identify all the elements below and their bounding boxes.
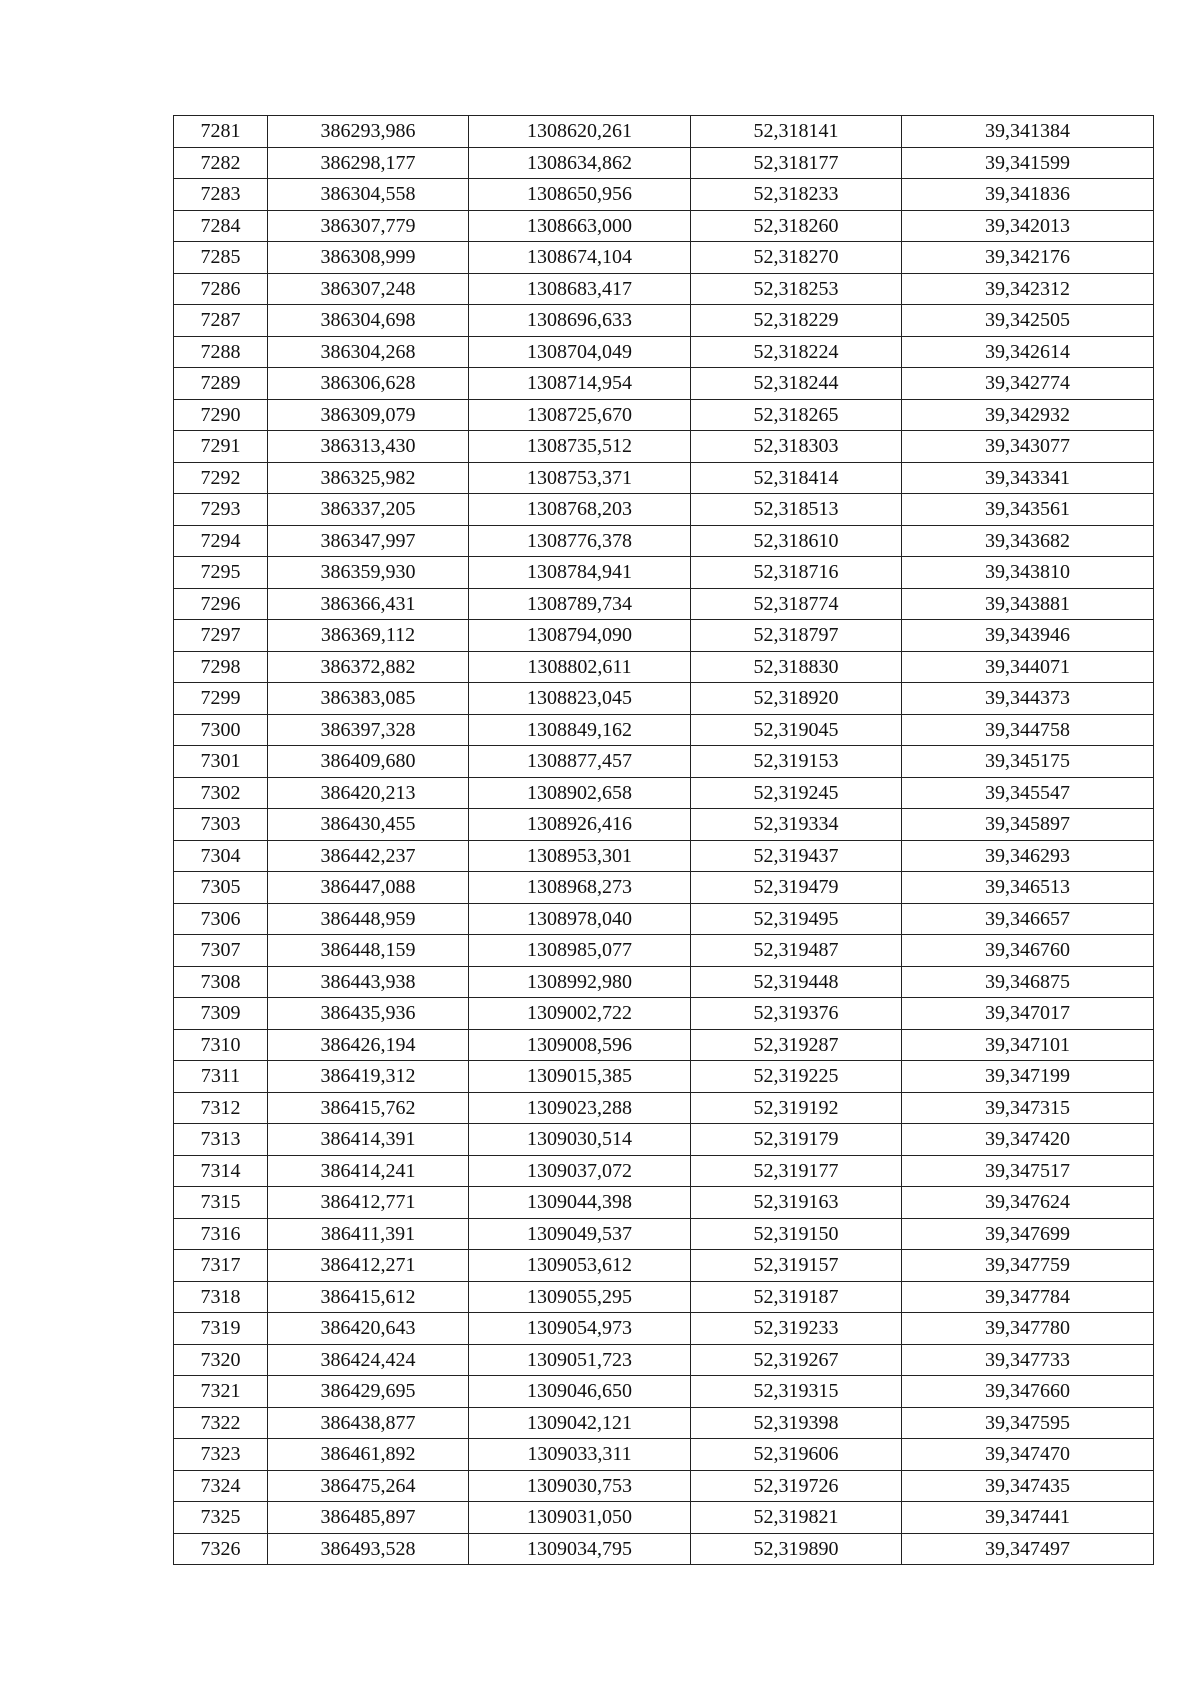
- latitude-cell: 52,319153: [691, 746, 902, 778]
- point-number-cell: 7322: [174, 1407, 268, 1439]
- point-number-cell: 7293: [174, 494, 268, 526]
- longitude-cell: 39,347441: [902, 1502, 1154, 1534]
- longitude-cell: 39,341599: [902, 147, 1154, 179]
- point-number-cell: 7317: [174, 1250, 268, 1282]
- y-coordinate-cell: 1309031,050: [469, 1502, 691, 1534]
- table-row: [174, 683, 1154, 715]
- x-coordinate-cell: 386372,882: [268, 651, 469, 683]
- longitude-cell: 39,343682: [902, 525, 1154, 557]
- latitude-cell: 52,319437: [691, 840, 902, 872]
- point-number-cell: 7318: [174, 1281, 268, 1313]
- point-number-cell: 7299: [174, 683, 268, 715]
- x-coordinate-cell: 386347,997: [268, 525, 469, 557]
- longitude-cell: 39,347784: [902, 1281, 1154, 1313]
- point-number-cell: 7283: [174, 179, 268, 211]
- longitude-cell: 39,347517: [902, 1155, 1154, 1187]
- table-row: [174, 1376, 1154, 1408]
- longitude-cell: 39,347660: [902, 1376, 1154, 1408]
- longitude-cell: 39,347497: [902, 1533, 1154, 1565]
- point-number-cell: 7306: [174, 903, 268, 935]
- y-coordinate-cell: 1308968,273: [469, 872, 691, 904]
- longitude-cell: 39,345175: [902, 746, 1154, 778]
- longitude-cell: 39,344373: [902, 683, 1154, 715]
- longitude-cell: 39,347420: [902, 1124, 1154, 1156]
- x-coordinate-cell: 386414,391: [268, 1124, 469, 1156]
- table-row: [174, 935, 1154, 967]
- x-coordinate-cell: 386426,194: [268, 1029, 469, 1061]
- table-row: [174, 147, 1154, 179]
- y-coordinate-cell: 1308776,378: [469, 525, 691, 557]
- longitude-cell: 39,347699: [902, 1218, 1154, 1250]
- table-row: [174, 809, 1154, 841]
- x-coordinate-cell: 386435,936: [268, 998, 469, 1030]
- latitude-cell: 52,318244: [691, 368, 902, 400]
- latitude-cell: 52,319233: [691, 1313, 902, 1345]
- point-number-cell: 7313: [174, 1124, 268, 1156]
- x-coordinate-cell: 386308,999: [268, 242, 469, 274]
- longitude-cell: 39,344071: [902, 651, 1154, 683]
- point-number-cell: 7308: [174, 966, 268, 998]
- y-coordinate-cell: 1308663,000: [469, 210, 691, 242]
- point-number-cell: 7314: [174, 1155, 268, 1187]
- longitude-cell: 39,346513: [902, 872, 1154, 904]
- latitude-cell: 52,319821: [691, 1502, 902, 1534]
- latitude-cell: 52,318716: [691, 557, 902, 589]
- point-number-cell: 7290: [174, 399, 268, 431]
- x-coordinate-cell: 386304,698: [268, 305, 469, 337]
- point-number-cell: 7326: [174, 1533, 268, 1565]
- point-number-cell: 7295: [174, 557, 268, 589]
- x-coordinate-cell: 386448,159: [268, 935, 469, 967]
- x-coordinate-cell: 386447,088: [268, 872, 469, 904]
- point-number-cell: 7285: [174, 242, 268, 274]
- x-coordinate-cell: 386415,762: [268, 1092, 469, 1124]
- point-number-cell: 7305: [174, 872, 268, 904]
- latitude-cell: 52,319376: [691, 998, 902, 1030]
- table-row: [174, 1187, 1154, 1219]
- latitude-cell: 52,319245: [691, 777, 902, 809]
- longitude-cell: 39,345897: [902, 809, 1154, 841]
- y-coordinate-cell: 1308802,611: [469, 651, 691, 683]
- y-coordinate-cell: 1308650,956: [469, 179, 691, 211]
- y-coordinate-cell: 1308992,980: [469, 966, 691, 998]
- y-coordinate-cell: 1308985,077: [469, 935, 691, 967]
- longitude-cell: 39,342932: [902, 399, 1154, 431]
- table-row: [174, 305, 1154, 337]
- table-row: [174, 998, 1154, 1030]
- x-coordinate-cell: 386411,391: [268, 1218, 469, 1250]
- longitude-cell: 39,344758: [902, 714, 1154, 746]
- latitude-cell: 52,318229: [691, 305, 902, 337]
- table-row: [174, 368, 1154, 400]
- table-row: [174, 1313, 1154, 1345]
- x-coordinate-cell: 386383,085: [268, 683, 469, 715]
- latitude-cell: 52,319177: [691, 1155, 902, 1187]
- table-row: [174, 1061, 1154, 1093]
- table-row: [174, 1124, 1154, 1156]
- latitude-cell: 52,319267: [691, 1344, 902, 1376]
- longitude-cell: 39,346875: [902, 966, 1154, 998]
- table-row: [174, 210, 1154, 242]
- x-coordinate-cell: 386369,112: [268, 620, 469, 652]
- longitude-cell: 39,347435: [902, 1470, 1154, 1502]
- longitude-cell: 39,347780: [902, 1313, 1154, 1345]
- x-coordinate-cell: 386420,213: [268, 777, 469, 809]
- latitude-cell: 52,319150: [691, 1218, 902, 1250]
- table-row: [174, 651, 1154, 683]
- point-number-cell: 7300: [174, 714, 268, 746]
- table-row: [174, 714, 1154, 746]
- longitude-cell: 39,343810: [902, 557, 1154, 589]
- table-row: [174, 273, 1154, 305]
- latitude-cell: 52,318253: [691, 273, 902, 305]
- table-row: [174, 399, 1154, 431]
- longitude-cell: 39,346657: [902, 903, 1154, 935]
- y-coordinate-cell: 1308696,633: [469, 305, 691, 337]
- y-coordinate-cell: 1308849,162: [469, 714, 691, 746]
- y-coordinate-cell: 1309002,722: [469, 998, 691, 1030]
- x-coordinate-cell: 386313,430: [268, 431, 469, 463]
- point-number-cell: 7312: [174, 1092, 268, 1124]
- latitude-cell: 52,319045: [691, 714, 902, 746]
- y-coordinate-cell: 1309030,753: [469, 1470, 691, 1502]
- y-coordinate-cell: 1308714,954: [469, 368, 691, 400]
- x-coordinate-cell: 386304,558: [268, 179, 469, 211]
- latitude-cell: 52,319187: [691, 1281, 902, 1313]
- x-coordinate-cell: 386424,424: [268, 1344, 469, 1376]
- table-row: [174, 462, 1154, 494]
- table-row: [174, 557, 1154, 589]
- longitude-cell: 39,347470: [902, 1439, 1154, 1471]
- table-row: [174, 336, 1154, 368]
- latitude-cell: 52,319890: [691, 1533, 902, 1565]
- y-coordinate-cell: 1309053,612: [469, 1250, 691, 1282]
- x-coordinate-cell: 386409,680: [268, 746, 469, 778]
- y-coordinate-cell: 1309046,650: [469, 1376, 691, 1408]
- y-coordinate-cell: 1308725,670: [469, 399, 691, 431]
- point-number-cell: 7304: [174, 840, 268, 872]
- x-coordinate-cell: 386420,643: [268, 1313, 469, 1345]
- longitude-cell: 39,341384: [902, 116, 1154, 148]
- x-coordinate-cell: 386415,612: [268, 1281, 469, 1313]
- longitude-cell: 39,343881: [902, 588, 1154, 620]
- table-row: [174, 1470, 1154, 1502]
- point-number-cell: 7288: [174, 336, 268, 368]
- longitude-cell: 39,347624: [902, 1187, 1154, 1219]
- table-row: [174, 494, 1154, 526]
- longitude-cell: 39,342505: [902, 305, 1154, 337]
- y-coordinate-cell: 1308683,417: [469, 273, 691, 305]
- y-coordinate-cell: 1308674,104: [469, 242, 691, 274]
- table-row: [174, 431, 1154, 463]
- table-row: [174, 1407, 1154, 1439]
- x-coordinate-cell: 386307,248: [268, 273, 469, 305]
- x-coordinate-cell: 386475,264: [268, 1470, 469, 1502]
- longitude-cell: 39,346293: [902, 840, 1154, 872]
- x-coordinate-cell: 386325,982: [268, 462, 469, 494]
- longitude-cell: 39,347199: [902, 1061, 1154, 1093]
- longitude-cell: 39,343341: [902, 462, 1154, 494]
- point-number-cell: 7291: [174, 431, 268, 463]
- x-coordinate-cell: 386443,938: [268, 966, 469, 998]
- point-number-cell: 7282: [174, 147, 268, 179]
- point-number-cell: 7323: [174, 1439, 268, 1471]
- point-number-cell: 7321: [174, 1376, 268, 1408]
- y-coordinate-cell: 1308704,049: [469, 336, 691, 368]
- x-coordinate-cell: 386438,877: [268, 1407, 469, 1439]
- y-coordinate-cell: 1308902,658: [469, 777, 691, 809]
- latitude-cell: 52,318177: [691, 147, 902, 179]
- table-row: [174, 966, 1154, 998]
- longitude-cell: 39,347315: [902, 1092, 1154, 1124]
- point-number-cell: 7281: [174, 116, 268, 148]
- table-row: [174, 525, 1154, 557]
- longitude-cell: 39,342176: [902, 242, 1154, 274]
- y-coordinate-cell: 1309037,072: [469, 1155, 691, 1187]
- latitude-cell: 52,318141: [691, 116, 902, 148]
- x-coordinate-cell: 386442,237: [268, 840, 469, 872]
- point-number-cell: 7311: [174, 1061, 268, 1093]
- latitude-cell: 52,318610: [691, 525, 902, 557]
- latitude-cell: 52,319225: [691, 1061, 902, 1093]
- longitude-cell: 39,345547: [902, 777, 1154, 809]
- x-coordinate-cell: 386304,268: [268, 336, 469, 368]
- latitude-cell: 52,319163: [691, 1187, 902, 1219]
- latitude-cell: 52,318303: [691, 431, 902, 463]
- y-coordinate-cell: 1308877,457: [469, 746, 691, 778]
- x-coordinate-cell: 386306,628: [268, 368, 469, 400]
- y-coordinate-cell: 1308926,416: [469, 809, 691, 841]
- latitude-cell: 52,319479: [691, 872, 902, 904]
- y-coordinate-cell: 1309044,398: [469, 1187, 691, 1219]
- latitude-cell: 52,318265: [691, 399, 902, 431]
- y-coordinate-cell: 1309034,795: [469, 1533, 691, 1565]
- longitude-cell: 39,347101: [902, 1029, 1154, 1061]
- latitude-cell: 52,318260: [691, 210, 902, 242]
- table-row: [174, 1218, 1154, 1250]
- point-number-cell: 7302: [174, 777, 268, 809]
- table-row: [174, 588, 1154, 620]
- point-number-cell: 7307: [174, 935, 268, 967]
- longitude-cell: 39,347759: [902, 1250, 1154, 1282]
- point-number-cell: 7310: [174, 1029, 268, 1061]
- y-coordinate-cell: 1308735,512: [469, 431, 691, 463]
- latitude-cell: 52,319287: [691, 1029, 902, 1061]
- x-coordinate-cell: 386485,897: [268, 1502, 469, 1534]
- x-coordinate-cell: 386366,431: [268, 588, 469, 620]
- coordinates-table-body: [174, 116, 1154, 1565]
- x-coordinate-cell: 386337,205: [268, 494, 469, 526]
- y-coordinate-cell: 1309055,295: [469, 1281, 691, 1313]
- point-number-cell: 7297: [174, 620, 268, 652]
- point-number-cell: 7286: [174, 273, 268, 305]
- y-coordinate-cell: 1309042,121: [469, 1407, 691, 1439]
- table-row: [174, 179, 1154, 211]
- longitude-cell: 39,343561: [902, 494, 1154, 526]
- x-coordinate-cell: 386309,079: [268, 399, 469, 431]
- table-row: [174, 1155, 1154, 1187]
- table-row: [174, 903, 1154, 935]
- point-number-cell: 7309: [174, 998, 268, 1030]
- point-number-cell: 7296: [174, 588, 268, 620]
- x-coordinate-cell: 386307,779: [268, 210, 469, 242]
- longitude-cell: 39,347595: [902, 1407, 1154, 1439]
- latitude-cell: 52,319726: [691, 1470, 902, 1502]
- latitude-cell: 52,319398: [691, 1407, 902, 1439]
- table-row: [174, 1281, 1154, 1313]
- y-coordinate-cell: 1309030,514: [469, 1124, 691, 1156]
- y-coordinate-cell: 1308768,203: [469, 494, 691, 526]
- point-number-cell: 7303: [174, 809, 268, 841]
- point-number-cell: 7324: [174, 1470, 268, 1502]
- latitude-cell: 52,318774: [691, 588, 902, 620]
- table-row: [174, 840, 1154, 872]
- point-number-cell: 7294: [174, 525, 268, 557]
- table-row: [174, 1502, 1154, 1534]
- y-coordinate-cell: 1309023,288: [469, 1092, 691, 1124]
- x-coordinate-cell: 386461,892: [268, 1439, 469, 1471]
- y-coordinate-cell: 1309049,537: [469, 1218, 691, 1250]
- table-row: [174, 242, 1154, 274]
- latitude-cell: 52,319487: [691, 935, 902, 967]
- longitude-cell: 39,346760: [902, 935, 1154, 967]
- longitude-cell: 39,342614: [902, 336, 1154, 368]
- point-number-cell: 7284: [174, 210, 268, 242]
- y-coordinate-cell: 1308784,941: [469, 557, 691, 589]
- table-row: [174, 1344, 1154, 1376]
- x-coordinate-cell: 386397,328: [268, 714, 469, 746]
- y-coordinate-cell: 1309051,723: [469, 1344, 691, 1376]
- x-coordinate-cell: 386293,986: [268, 116, 469, 148]
- y-coordinate-cell: 1309008,596: [469, 1029, 691, 1061]
- x-coordinate-cell: 386414,241: [268, 1155, 469, 1187]
- point-number-cell: 7320: [174, 1344, 268, 1376]
- table-row: [174, 872, 1154, 904]
- latitude-cell: 52,319334: [691, 809, 902, 841]
- y-coordinate-cell: 1308634,862: [469, 147, 691, 179]
- x-coordinate-cell: 386412,771: [268, 1187, 469, 1219]
- y-coordinate-cell: 1308823,045: [469, 683, 691, 715]
- x-coordinate-cell: 386412,271: [268, 1250, 469, 1282]
- table-row: [174, 1092, 1154, 1124]
- y-coordinate-cell: 1309033,311: [469, 1439, 691, 1471]
- table-row: [174, 777, 1154, 809]
- longitude-cell: 39,347017: [902, 998, 1154, 1030]
- table-row: [174, 1533, 1154, 1565]
- table-row: [174, 1029, 1154, 1061]
- latitude-cell: 52,319495: [691, 903, 902, 935]
- table-row: [174, 1250, 1154, 1282]
- y-coordinate-cell: 1309054,973: [469, 1313, 691, 1345]
- point-number-cell: 7298: [174, 651, 268, 683]
- point-number-cell: 7292: [174, 462, 268, 494]
- longitude-cell: 39,342774: [902, 368, 1154, 400]
- latitude-cell: 52,318414: [691, 462, 902, 494]
- longitude-cell: 39,343946: [902, 620, 1154, 652]
- y-coordinate-cell: 1308753,371: [469, 462, 691, 494]
- latitude-cell: 52,319179: [691, 1124, 902, 1156]
- point-number-cell: 7315: [174, 1187, 268, 1219]
- latitude-cell: 52,319315: [691, 1376, 902, 1408]
- latitude-cell: 52,318920: [691, 683, 902, 715]
- table-row: [174, 620, 1154, 652]
- x-coordinate-cell: 386429,695: [268, 1376, 469, 1408]
- y-coordinate-cell: 1308789,734: [469, 588, 691, 620]
- point-number-cell: 7316: [174, 1218, 268, 1250]
- latitude-cell: 52,318513: [691, 494, 902, 526]
- y-coordinate-cell: 1308953,301: [469, 840, 691, 872]
- y-coordinate-cell: 1308620,261: [469, 116, 691, 148]
- latitude-cell: 52,319448: [691, 966, 902, 998]
- coordinates-table: [173, 115, 1154, 1565]
- point-number-cell: 7287: [174, 305, 268, 337]
- table-row: [174, 746, 1154, 778]
- latitude-cell: 52,319192: [691, 1092, 902, 1124]
- latitude-cell: 52,318233: [691, 179, 902, 211]
- x-coordinate-cell: 386298,177: [268, 147, 469, 179]
- x-coordinate-cell: 386493,528: [268, 1533, 469, 1565]
- longitude-cell: 39,342312: [902, 273, 1154, 305]
- longitude-cell: 39,341836: [902, 179, 1154, 211]
- table-row: [174, 116, 1154, 148]
- table-row: [174, 1439, 1154, 1471]
- longitude-cell: 39,343077: [902, 431, 1154, 463]
- latitude-cell: 52,319606: [691, 1439, 902, 1471]
- latitude-cell: 52,318830: [691, 651, 902, 683]
- latitude-cell: 52,318797: [691, 620, 902, 652]
- point-number-cell: 7301: [174, 746, 268, 778]
- y-coordinate-cell: 1308794,090: [469, 620, 691, 652]
- longitude-cell: 39,342013: [902, 210, 1154, 242]
- latitude-cell: 52,318224: [691, 336, 902, 368]
- point-number-cell: 7289: [174, 368, 268, 400]
- x-coordinate-cell: 386359,930: [268, 557, 469, 589]
- x-coordinate-cell: 386419,312: [268, 1061, 469, 1093]
- y-coordinate-cell: 1309015,385: [469, 1061, 691, 1093]
- longitude-cell: 39,347733: [902, 1344, 1154, 1376]
- y-coordinate-cell: 1308978,040: [469, 903, 691, 935]
- x-coordinate-cell: 386448,959: [268, 903, 469, 935]
- latitude-cell: 52,318270: [691, 242, 902, 274]
- point-number-cell: 7325: [174, 1502, 268, 1534]
- point-number-cell: 7319: [174, 1313, 268, 1345]
- x-coordinate-cell: 386430,455: [268, 809, 469, 841]
- latitude-cell: 52,319157: [691, 1250, 902, 1282]
